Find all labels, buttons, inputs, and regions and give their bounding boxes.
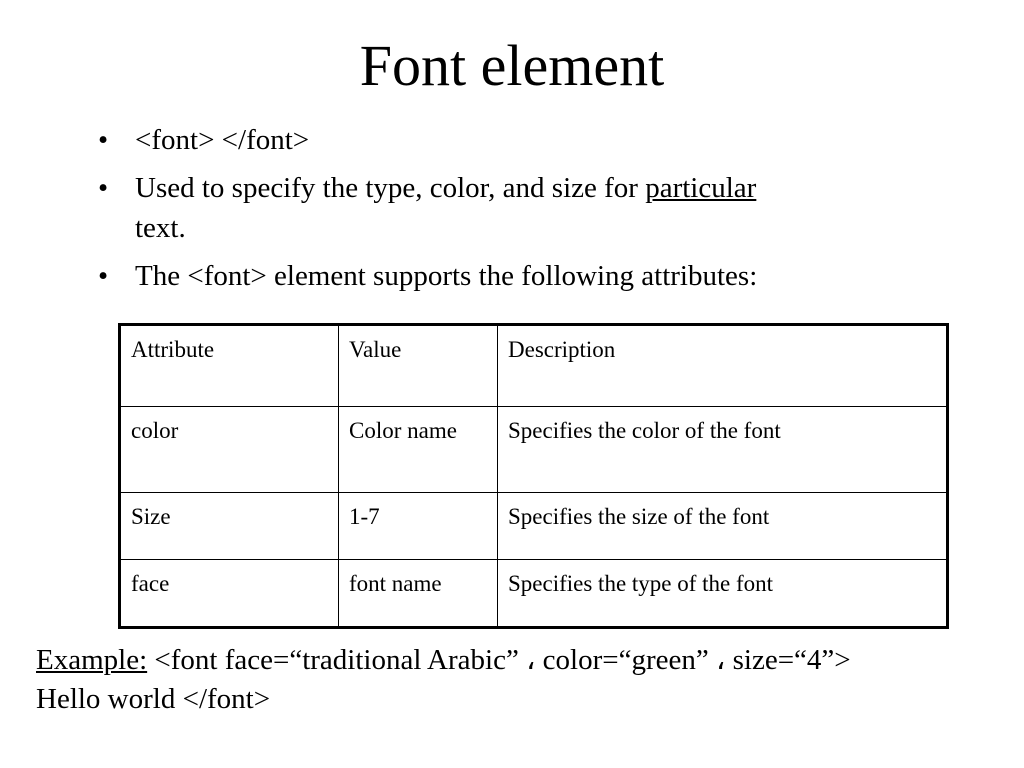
table-cell: Size bbox=[120, 493, 339, 560]
bullet-text: The <font> element supports the following attributes: bbox=[135, 260, 758, 292]
bullet-text: Used to specify the type, color, and size for bbox=[135, 172, 646, 204]
table-cell: face bbox=[120, 560, 339, 628]
slide-title: Font element bbox=[359, 33, 665, 98]
table-header-cell: Description bbox=[498, 325, 948, 407]
bullet-item-font-tag bbox=[95, 120, 895, 160]
table-header-cell: Attribute bbox=[120, 325, 339, 407]
table-row bbox=[120, 560, 948, 628]
example-code-line-1: <font face=“traditional Arabic” ، color=“green” ، size=“4”> bbox=[147, 644, 851, 676]
table-cell: font name bbox=[339, 560, 498, 628]
bullet-item-attributes bbox=[95, 256, 895, 296]
table-cell: color bbox=[120, 407, 339, 493]
table-cell: Specifies the size of the font bbox=[498, 493, 948, 560]
table-row bbox=[120, 493, 948, 560]
bullet-marker: • bbox=[98, 260, 109, 292]
table-header-row bbox=[120, 325, 948, 407]
table-cell: Specifies the type of the font bbox=[498, 560, 948, 628]
example-label: Example: bbox=[36, 644, 148, 676]
example-block bbox=[36, 641, 1016, 719]
table-cell: 1-7 bbox=[339, 493, 498, 560]
bullet-marker: • bbox=[98, 124, 109, 156]
bullet-item-usage bbox=[95, 168, 895, 248]
underlined-word: particular bbox=[645, 172, 757, 204]
table-row bbox=[120, 407, 948, 493]
bullet-text-continuation: text. bbox=[135, 212, 186, 244]
bullet-text: <font> </font> bbox=[135, 124, 310, 156]
table-header-cell: Value bbox=[339, 325, 498, 407]
example-code-line-2: Hello world </font> bbox=[36, 683, 271, 715]
bullet-marker: • bbox=[98, 172, 109, 204]
table-cell: Color name bbox=[339, 407, 498, 493]
bullet-list bbox=[95, 120, 895, 304]
attribute-table bbox=[118, 323, 949, 629]
table-cell: Specifies the color of the font bbox=[498, 407, 948, 493]
